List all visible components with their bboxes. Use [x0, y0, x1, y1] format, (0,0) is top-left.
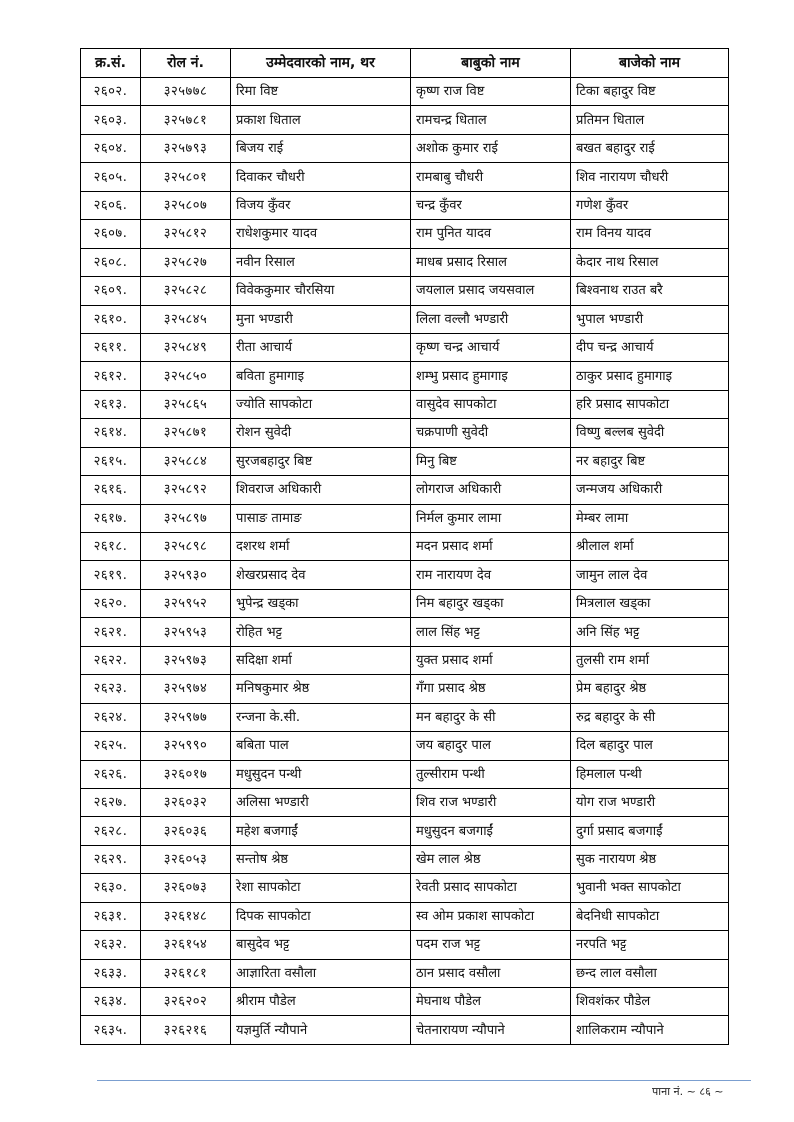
grandfather-name-cell: सुक नारायण श्रेष्ठ	[571, 845, 729, 873]
roll-number-cell: ३२५९७३	[141, 646, 231, 674]
roll-number-cell: ३२५९७४	[141, 675, 231, 703]
roll-number-cell: ३२६१५४	[141, 931, 231, 959]
father-name-cell: माधब प्रसाद रिसाल	[411, 248, 571, 276]
grandfather-name-cell: तुलसी राम शर्मा	[571, 646, 729, 674]
roll-number-cell: ३२५८९७	[141, 504, 231, 532]
father-name-cell: स्व ओम प्रकाश सापकोटा	[411, 902, 571, 930]
roll-number-cell: ३२५९५३	[141, 618, 231, 646]
father-name-cell: चक्रपाणी सुवेदी	[411, 419, 571, 447]
table-row	[81, 675, 729, 703]
table-row	[81, 788, 729, 816]
serial-cell: २६०७.	[81, 220, 141, 248]
table-row	[81, 845, 729, 873]
father-name-cell: निम बहादुर खड्का	[411, 589, 571, 617]
table-row	[81, 191, 729, 219]
candidate-name-cell: महेश बजगाईं	[231, 817, 411, 845]
serial-cell: २६२८.	[81, 817, 141, 845]
table-row	[81, 447, 729, 475]
grandfather-name-cell: शिवशंकर पौडेल	[571, 988, 729, 1016]
serial-cell: २६३५.	[81, 1016, 141, 1044]
grandfather-name-cell: दुर्गा प्रसाद बजगाईं	[571, 817, 729, 845]
table-row	[81, 618, 729, 646]
serial-cell: २६३४.	[81, 988, 141, 1016]
table-row	[81, 732, 729, 760]
candidate-name-cell: राधेशकुमार यादव	[231, 220, 411, 248]
grandfather-name-cell: भुवानी भक्त सापकोटा	[571, 874, 729, 902]
father-name-cell: राम नारायण देव	[411, 561, 571, 589]
table-row	[81, 419, 729, 447]
roll-number-cell: ३२५८७१	[141, 419, 231, 447]
father-name-cell: पदम राज भट्ट	[411, 931, 571, 959]
father-name-cell: मधुसुदन बजगाईं	[411, 817, 571, 845]
roll-number-cell: ३२५८०७	[141, 191, 231, 219]
serial-cell: २६२३.	[81, 675, 141, 703]
father-name-cell: चन्द्र कुँवर	[411, 191, 571, 219]
roll-number-cell: ३२५८६५	[141, 390, 231, 418]
grandfather-name-cell: बेदनिधी सापकोटा	[571, 902, 729, 930]
father-name-cell: वासुदेव सापकोटा	[411, 390, 571, 418]
serial-cell: २६२४.	[81, 703, 141, 731]
roll-number-cell: ३२६१४८	[141, 902, 231, 930]
serial-cell: २६०६.	[81, 191, 141, 219]
grandfather-name-cell: मित्रलाल खड्का	[571, 589, 729, 617]
candidate-table	[80, 48, 729, 1045]
serial-cell: २६०३.	[81, 106, 141, 134]
candidate-name-cell: दिपक सापकोटा	[231, 902, 411, 930]
candidate-name-cell: अलिसा भण्डारी	[231, 788, 411, 816]
serial-cell: २६१७.	[81, 504, 141, 532]
grandfather-name-cell: जामुन लाल देव	[571, 561, 729, 589]
candidate-name-cell: सन्तोष श्रेष्ठ	[231, 845, 411, 873]
candidate-name-cell: रेशा सापकोटा	[231, 874, 411, 902]
grandfather-name-cell: जन्मजय अधिकारी	[571, 476, 729, 504]
grandfather-name-cell: केदार नाथ रिसाल	[571, 248, 729, 276]
candidate-name-cell: मधुसुदन पन्थी	[231, 760, 411, 788]
serial-cell: २६०२.	[81, 78, 141, 106]
father-name-cell: मेघनाथ पौडेल	[411, 988, 571, 1016]
roll-number-cell: ३२५८९८	[141, 533, 231, 561]
candidate-name-cell: रोशन सुवेदी	[231, 419, 411, 447]
father-name-cell: मदन प्रसाद शर्मा	[411, 533, 571, 561]
father-name-cell: रामचन्द्र धिताल	[411, 106, 571, 134]
roll-number-cell: ३२५९९०	[141, 732, 231, 760]
table-row	[81, 333, 729, 361]
roll-number-cell: ३२६०७३	[141, 874, 231, 902]
father-name-cell: जयलाल प्रसाद जयसवाल	[411, 277, 571, 305]
father-name-cell: कृष्ण चन्द्र आचार्य	[411, 333, 571, 361]
candidate-name-cell: विजय कुँवर	[231, 191, 411, 219]
header-roll-number: रोल नं.	[141, 49, 231, 78]
table-row	[81, 931, 729, 959]
candidate-name-cell: रिमा विष्ट	[231, 78, 411, 106]
grandfather-name-cell: नरपति भट्ट	[571, 931, 729, 959]
candidate-name-cell: यज्ञमुर्ति न्यौपाने	[231, 1016, 411, 1044]
father-name-cell: रेवती प्रसाद सापकोटा	[411, 874, 571, 902]
table-row	[81, 817, 729, 845]
candidate-name-cell: दिवाकर चौधरी	[231, 163, 411, 191]
grandfather-name-cell: शालिकराम न्यौपाने	[571, 1016, 729, 1044]
table-row	[81, 902, 729, 930]
roll-number-cell: ३२६१८१	[141, 959, 231, 987]
father-name-cell: निर्मल कुमार लामा	[411, 504, 571, 532]
grandfather-name-cell: हिमलाल पन्थी	[571, 760, 729, 788]
grandfather-name-cell: रुद्र बहादुर के सी	[571, 703, 729, 731]
table-row	[81, 760, 729, 788]
roll-number-cell: ३२५८१२	[141, 220, 231, 248]
serial-cell: २६०८.	[81, 248, 141, 276]
roll-number-cell: ३२५९३०	[141, 561, 231, 589]
candidate-name-cell: श्रीराम पौडेल	[231, 988, 411, 1016]
grandfather-name-cell: प्रेम बहादुर श्रेष्ठ	[571, 675, 729, 703]
header-candidate-name: उम्मेदवारको नाम, थर	[231, 49, 411, 78]
serial-cell: २६२७.	[81, 788, 141, 816]
serial-cell: २६१४.	[81, 419, 141, 447]
candidate-name-cell: प्रकाश धिताल	[231, 106, 411, 134]
roll-number-cell: ३२५७९३	[141, 134, 231, 162]
grandfather-name-cell: ठाकुर प्रसाद हुमागाइ	[571, 362, 729, 390]
candidate-name-cell: विवेककुमार चौरसिया	[231, 277, 411, 305]
grandfather-name-cell: छन्द लाल वसौला	[571, 959, 729, 987]
roll-number-cell: ३२६०३२	[141, 788, 231, 816]
table-row	[81, 362, 729, 390]
grandfather-name-cell: बिश्वनाथ राउत बरै	[571, 277, 729, 305]
roll-number-cell: ३२५९५२	[141, 589, 231, 617]
roll-number-cell: ३२६०५३	[141, 845, 231, 873]
roll-number-cell: ३२५८२८	[141, 277, 231, 305]
father-name-cell: युक्त प्रसाद शर्मा	[411, 646, 571, 674]
candidate-name-cell: रन्जना के.सी.	[231, 703, 411, 731]
serial-cell: २६०५.	[81, 163, 141, 191]
father-name-cell: गँगा प्रसाद श्रेष्ठ	[411, 675, 571, 703]
table-row	[81, 1016, 729, 1044]
header-father-name: बाबुको नाम	[411, 49, 571, 78]
serial-cell: २६२१.	[81, 618, 141, 646]
father-name-cell: लाल सिंह भट्ट	[411, 618, 571, 646]
father-name-cell: राम पुनित यादव	[411, 220, 571, 248]
serial-cell: २६२०.	[81, 589, 141, 617]
roll-number-cell: ३२५८५०	[141, 362, 231, 390]
grandfather-name-cell: राम विनय यादव	[571, 220, 729, 248]
father-name-cell: ठान प्रसाद वसौला	[411, 959, 571, 987]
header-serial: क्र.सं.	[81, 49, 141, 78]
grandfather-name-cell: शिव नारायण चौधरी	[571, 163, 729, 191]
grandfather-name-cell: मेम्बर लामा	[571, 504, 729, 532]
table-row	[81, 533, 729, 561]
grandfather-name-cell: नर बहादुर बिष्ट	[571, 447, 729, 475]
father-name-cell: मन बहादुर के सी	[411, 703, 571, 731]
father-name-cell: लिला वल्लौ भण्डारी	[411, 305, 571, 333]
roll-number-cell: ३२६२०२	[141, 988, 231, 1016]
table-row	[81, 504, 729, 532]
candidate-name-cell: मनिषकुमार श्रेष्ठ	[231, 675, 411, 703]
candidate-name-cell: रोहित भट्ट	[231, 618, 411, 646]
grandfather-name-cell: टिका बहादुर विष्ट	[571, 78, 729, 106]
father-name-cell: तुल्सीराम पन्थी	[411, 760, 571, 788]
candidate-name-cell: बबिता पाल	[231, 732, 411, 760]
candidate-name-cell: बविता हुमागाइ	[231, 362, 411, 390]
table-row	[81, 589, 729, 617]
roll-number-cell: ३२५८४९	[141, 333, 231, 361]
roll-number-cell: ३२६०३६	[141, 817, 231, 845]
father-name-cell: रामबाबु चौधरी	[411, 163, 571, 191]
grandfather-name-cell: योग राज भण्डारी	[571, 788, 729, 816]
serial-cell: २६३२.	[81, 931, 141, 959]
header-grandfather-name: बाजेको नाम	[571, 49, 729, 78]
serial-cell: २६०९.	[81, 277, 141, 305]
roll-number-cell: ३२५७७८	[141, 78, 231, 106]
candidate-name-cell: पासाङ तामाङ	[231, 504, 411, 532]
roll-number-cell: ३२६०१७	[141, 760, 231, 788]
candidate-name-cell: आज्ञारिता वसौला	[231, 959, 411, 987]
father-name-cell: अशोक कुमार राई	[411, 134, 571, 162]
roll-number-cell: ३२५९७७	[141, 703, 231, 731]
table-row	[81, 646, 729, 674]
candidate-name-cell: रीता आचार्य	[231, 333, 411, 361]
table-row	[81, 134, 729, 162]
table-row	[81, 78, 729, 106]
candidate-name-cell: शेखरप्रसाद देव	[231, 561, 411, 589]
serial-cell: २६११.	[81, 333, 141, 361]
table-row	[81, 390, 729, 418]
candidate-name-cell: मुना भण्डारी	[231, 305, 411, 333]
footer-rule	[97, 1080, 751, 1081]
roll-number-cell: ३२५७८१	[141, 106, 231, 134]
serial-cell: २६०४.	[81, 134, 141, 162]
serial-cell: २६२६.	[81, 760, 141, 788]
candidate-name-cell: दशरथ शर्मा	[231, 533, 411, 561]
serial-cell: २६१५.	[81, 447, 141, 475]
father-name-cell: चेतनारायण न्यौपाने	[411, 1016, 571, 1044]
table-row	[81, 476, 729, 504]
roll-number-cell: ३२५८४५	[141, 305, 231, 333]
table-row	[81, 703, 729, 731]
serial-cell: २६१८.	[81, 533, 141, 561]
candidate-list	[80, 48, 728, 1045]
table-row	[81, 959, 729, 987]
roll-number-cell: ३२६२१६	[141, 1016, 231, 1044]
candidate-name-cell: सदिक्षा शर्मा	[231, 646, 411, 674]
grandfather-name-cell: दीप चन्द्र आचार्य	[571, 333, 729, 361]
roll-number-cell: ३२५८२७	[141, 248, 231, 276]
table-row	[81, 248, 729, 276]
table-row	[81, 988, 729, 1016]
candidate-name-cell: ज्योति सापकोटा	[231, 390, 411, 418]
grandfather-name-cell: विष्णु बल्लब सुवेदी	[571, 419, 729, 447]
roll-number-cell: ३२५८९२	[141, 476, 231, 504]
serial-cell: २६१३.	[81, 390, 141, 418]
grandfather-name-cell: बखत बहादुर राई	[571, 134, 729, 162]
table-row	[81, 305, 729, 333]
table-header-row	[81, 49, 729, 78]
grandfather-name-cell: हरि प्रसाद सापकोटा	[571, 390, 729, 418]
roll-number-cell: ३२५८८४	[141, 447, 231, 475]
grandfather-name-cell: दिल बहादुर पाल	[571, 732, 729, 760]
father-name-cell: मिनु बिष्ट	[411, 447, 571, 475]
father-name-cell: शम्भु प्रसाद हुमागाइ	[411, 362, 571, 390]
serial-cell: २६१२.	[81, 362, 141, 390]
serial-cell: २६३३.	[81, 959, 141, 987]
grandfather-name-cell: अनि सिंह भट्ट	[571, 618, 729, 646]
serial-cell: २६२२.	[81, 646, 141, 674]
father-name-cell: कृष्ण राज विष्ट	[411, 78, 571, 106]
table-row	[81, 220, 729, 248]
candidate-name-cell: भुपेन्द्र खड्का	[231, 589, 411, 617]
table-row	[81, 561, 729, 589]
grandfather-name-cell: प्रतिमन धिताल	[571, 106, 729, 134]
father-name-cell: जय बहादुर पाल	[411, 732, 571, 760]
table-row	[81, 874, 729, 902]
father-name-cell: खेम लाल श्रेष्ठ	[411, 845, 571, 873]
serial-cell: २६२९.	[81, 845, 141, 873]
candidate-name-cell: शिवराज अधिकारी	[231, 476, 411, 504]
roll-number-cell: ३२५८०१	[141, 163, 231, 191]
grandfather-name-cell: गणेश कुँवर	[571, 191, 729, 219]
serial-cell: २६१०.	[81, 305, 141, 333]
serial-cell: २६३१.	[81, 902, 141, 930]
candidate-name-cell: नवीन रिसाल	[231, 248, 411, 276]
table-row	[81, 106, 729, 134]
serial-cell: २६२५.	[81, 732, 141, 760]
candidate-name-cell: बासुदेव भट्ट	[231, 931, 411, 959]
serial-cell: २६१९.	[81, 561, 141, 589]
table-row	[81, 163, 729, 191]
father-name-cell: लोगराज अधिकारी	[411, 476, 571, 504]
table-row	[81, 277, 729, 305]
candidate-name-cell: बिजय राई	[231, 134, 411, 162]
grandfather-name-cell: भुपाल भण्डारी	[571, 305, 729, 333]
grandfather-name-cell: श्रीलाल शर्मा	[571, 533, 729, 561]
serial-cell: २६३०.	[81, 874, 141, 902]
serial-cell: २६१६.	[81, 476, 141, 504]
candidate-name-cell: सुरजबहादुर बिष्ट	[231, 447, 411, 475]
father-name-cell: शिव राज भण्डारी	[411, 788, 571, 816]
page-number: पाना नं. ~ ८६ ~	[652, 1085, 724, 1098]
